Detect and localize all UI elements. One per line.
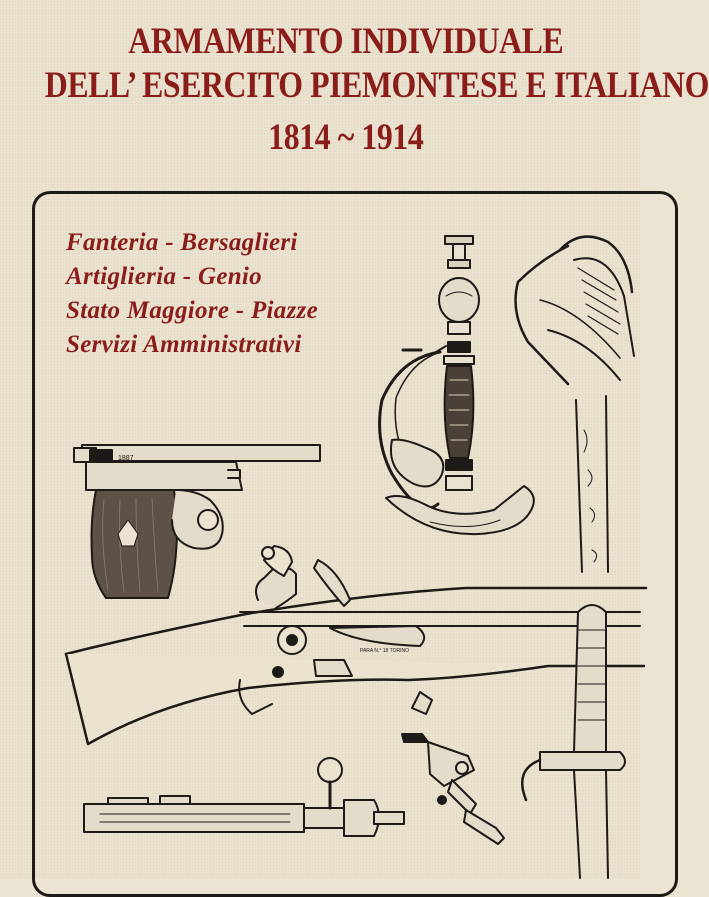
cavalry-sabre-drawing [516, 237, 634, 572]
subject-item: Artiglieria - Genio [66, 263, 262, 290]
subject-item: Stato Maggiore - Piazze [66, 297, 319, 324]
breech-drawing [84, 758, 404, 836]
pistol-marking: 1887 [118, 455, 134, 462]
title-line-2: DELL’ ESERCITO PIEMONTESE E ITALIANO [44, 65, 709, 106]
lock-parts-drawing [402, 692, 504, 844]
bayonet-drawing [522, 605, 625, 878]
sabre-hilt-drawing [380, 236, 534, 534]
musket-marking: PARA N.° 18 TORINO [360, 648, 409, 654]
title-line-1: ARMAMENTO INDIVIDUALE [128, 21, 564, 62]
title-years: 1814 ~ 1914 [268, 117, 424, 158]
subject-item: Fanteria - Bersaglieri [66, 229, 298, 256]
subject-item: Servizi Amministrativi [66, 331, 302, 358]
